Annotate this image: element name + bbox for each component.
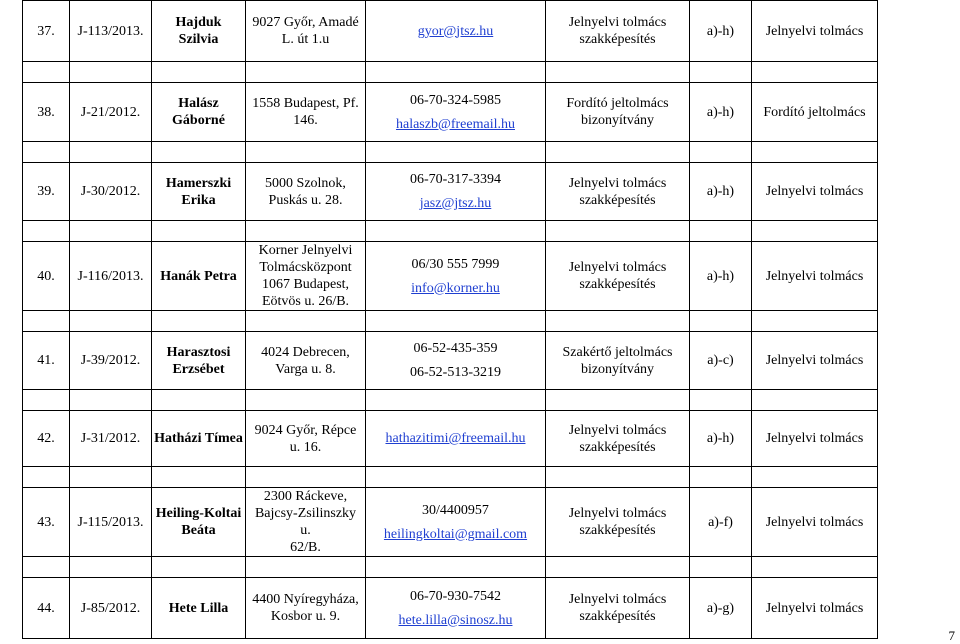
gap-cell	[70, 311, 152, 332]
row-number: 44.	[23, 578, 70, 639]
qualification-line: szakképesítés	[579, 277, 656, 292]
name-line: Hatházi Tímea	[154, 431, 243, 446]
gap-cell	[70, 142, 152, 163]
interpreter-name	[152, 332, 246, 390]
interpreter-name	[152, 578, 246, 639]
scope: a)-h)	[690, 83, 752, 142]
gap-cell	[70, 557, 152, 578]
row-number: 37.	[23, 1, 70, 62]
contact	[366, 1, 546, 62]
address-line: Varga u. 8.	[275, 361, 336, 377]
gap-cell	[546, 557, 690, 578]
gap-cell	[70, 221, 152, 242]
gap-cell	[366, 221, 546, 242]
row-number: 41.	[23, 332, 70, 390]
gap-cell	[546, 311, 690, 332]
qualification	[546, 1, 690, 62]
qualification-line: Jelnyelvi tolmács	[568, 422, 667, 438]
gap-cell	[23, 311, 70, 332]
table-row	[23, 332, 878, 390]
scope: a)-g)	[690, 578, 752, 639]
interpreter-name	[152, 83, 246, 142]
registration-id: J-21/2012.	[70, 83, 152, 142]
contact	[366, 83, 546, 142]
qualification	[546, 578, 690, 639]
gap-cell	[690, 467, 752, 488]
interpreter-type: Jelnyelvi tolmács	[752, 411, 878, 467]
gap-cell	[752, 467, 878, 488]
contact	[366, 488, 546, 557]
address-line: 146.	[293, 113, 318, 128]
address-line: 9024 Győr, Répce	[254, 422, 357, 438]
phone-number: 06-52-513-3219	[410, 365, 501, 380]
gap-cell	[23, 221, 70, 242]
gap-cell	[366, 390, 546, 411]
scope: a)-h)	[690, 411, 752, 467]
gap-cell	[70, 62, 152, 83]
phone-number: 06-70-324-5985	[410, 92, 501, 108]
registration-id: J-116/2013.	[70, 242, 152, 311]
scope: a)-h)	[690, 1, 752, 62]
row-gap	[23, 142, 878, 163]
gap-cell	[246, 142, 366, 163]
row-gap	[23, 221, 878, 242]
gap-cell	[152, 311, 246, 332]
interpreter-name	[152, 488, 246, 557]
address-line: Puskás u. 28.	[268, 192, 343, 208]
address-line: Korner Jelnyelvi	[258, 243, 353, 258]
row-number: 42.	[23, 411, 70, 467]
address-line: 5000 Szolnok,	[265, 175, 346, 191]
table-row	[23, 83, 878, 142]
interpreter-type: Jelnyelvi tolmács	[752, 332, 878, 390]
qualification-line: bizonyítvány	[580, 113, 655, 128]
gap-cell	[546, 142, 690, 163]
name-line: Erika	[181, 192, 216, 208]
email-link[interactable]: info@korner.hu	[411, 280, 500, 296]
gap-cell	[546, 467, 690, 488]
name-line: Hamerszki	[165, 175, 232, 191]
address	[246, 242, 366, 311]
gap-cell	[366, 62, 546, 83]
name-line: Hajduk Szilvia	[175, 15, 222, 47]
phone-number: 06/30 555 7999	[411, 256, 500, 272]
address-line: 1558 Budapest, Pf.	[252, 96, 359, 111]
qualification-line: szakképesítés	[579, 439, 656, 455]
table-row	[23, 411, 878, 467]
qualification-line: Fordító jeltolmács	[566, 96, 669, 111]
gap-cell	[23, 62, 70, 83]
gap-cell	[23, 390, 70, 411]
gap-cell	[752, 311, 878, 332]
address-line: Kosbor u. 9.	[270, 609, 341, 624]
registration-id: J-115/2013.	[70, 488, 152, 557]
gap-cell	[752, 62, 878, 83]
email-link[interactable]: hathazitimi@freemail.hu	[385, 431, 526, 446]
row-gap	[23, 311, 878, 332]
registration-id: J-39/2012.	[70, 332, 152, 390]
gap-cell	[152, 467, 246, 488]
gap-cell	[246, 557, 366, 578]
gap-cell	[246, 467, 366, 488]
registration-id: J-30/2012.	[70, 163, 152, 221]
gap-cell	[690, 311, 752, 332]
interpreter-name	[152, 163, 246, 221]
address	[246, 488, 366, 557]
qualification-line: Jelnyelvi tolmács	[568, 15, 667, 30]
gap-cell	[152, 142, 246, 163]
contact	[366, 242, 546, 311]
row-gap	[23, 467, 878, 488]
row-number: 43.	[23, 488, 70, 557]
name-line: Hete Lilla	[168, 600, 229, 616]
address-line: u. 16.	[289, 439, 322, 455]
gap-cell	[752, 221, 878, 242]
gap-cell	[690, 221, 752, 242]
gap-cell	[690, 62, 752, 83]
address-line: L. út 1.u	[281, 32, 330, 47]
qualification-line: bizonyítvány	[580, 361, 655, 377]
qualification	[546, 488, 690, 557]
address-line: Bajcsy-Zsilinszky u.	[254, 506, 357, 538]
gap-cell	[246, 62, 366, 83]
address	[246, 163, 366, 221]
address-line: 2300 Ráckeve,	[263, 489, 348, 504]
address-line: 9027 Győr, Amadé	[252, 15, 359, 30]
gap-cell	[246, 311, 366, 332]
gap-cell	[366, 311, 546, 332]
qualification	[546, 411, 690, 467]
gap-cell	[152, 62, 246, 83]
email-link[interactable]: heilingkoltai@gmail.com	[383, 526, 528, 542]
interpreter-name	[152, 1, 246, 62]
interpreter-type: Jelnyelvi tolmács	[752, 163, 878, 221]
qualification-line: szakképesítés	[579, 32, 656, 47]
qualification	[546, 242, 690, 311]
registration-id: J-113/2013.	[70, 1, 152, 62]
qualification-line: Jelnyelvi tolmács	[568, 506, 667, 521]
name-line: Beáta	[181, 523, 216, 538]
gap-cell	[752, 390, 878, 411]
phone-number: 06-70-930-7542	[410, 588, 501, 604]
address-line: 1067 Budapest,	[261, 277, 350, 292]
email-link[interactable]: jasz@jtsz.hu	[419, 196, 492, 211]
address	[246, 578, 366, 639]
contact	[366, 332, 546, 390]
row-number: 38.	[23, 83, 70, 142]
qualification-line: szakképesítés	[579, 192, 656, 208]
gap-cell	[752, 557, 878, 578]
gap-cell	[366, 142, 546, 163]
name-line: Hanák Petra	[160, 268, 237, 284]
qualification-line: szakképesítés	[579, 609, 656, 624]
name-line: Gáborné	[172, 113, 225, 128]
gap-cell	[366, 557, 546, 578]
contact	[366, 163, 546, 221]
name-line: Harasztosi	[166, 344, 231, 360]
gap-cell	[23, 467, 70, 488]
table-row	[23, 488, 878, 557]
email-link[interactable]: hete.lilla@sinosz.hu	[398, 612, 513, 628]
interpreter-type: Jelnyelvi tolmács	[752, 488, 878, 557]
row-gap	[23, 62, 878, 83]
row-gap	[23, 557, 878, 578]
table-row	[23, 163, 878, 221]
qualification-line: Jelnyelvi tolmács	[568, 260, 667, 275]
interpreter-type: Jelnyelvi tolmács	[752, 1, 878, 62]
row-gap	[23, 390, 878, 411]
gap-cell	[546, 221, 690, 242]
gap-cell	[366, 467, 546, 488]
row-number: 39.	[23, 163, 70, 221]
table-row	[23, 578, 878, 639]
scope: a)-c)	[690, 332, 752, 390]
gap-cell	[152, 390, 246, 411]
address-line: Tolmácsközpont	[259, 260, 352, 275]
qualification-line: Jelnyelvi tolmács	[568, 592, 667, 607]
address-line: Eötvös u. 26/B.	[261, 294, 350, 309]
gap-cell	[70, 467, 152, 488]
email-link[interactable]: gyor@jtsz.hu	[417, 23, 494, 39]
table-row	[23, 1, 878, 62]
registration-id: J-31/2012.	[70, 411, 152, 467]
gap-cell	[70, 390, 152, 411]
interpreter-name	[152, 411, 246, 467]
address-line: 4024 Debrecen,	[261, 344, 350, 360]
registry-table	[22, 0, 878, 639]
gap-cell	[246, 221, 366, 242]
address	[246, 1, 366, 62]
address-line: 4400 Nyíregyháza,	[252, 592, 359, 607]
contact	[366, 411, 546, 467]
interpreter-name	[152, 242, 246, 311]
gap-cell	[752, 142, 878, 163]
scope: a)-f)	[690, 488, 752, 557]
registration-id: J-85/2012.	[70, 578, 152, 639]
gap-cell	[546, 390, 690, 411]
qualification	[546, 332, 690, 390]
phone-number: 06-70-317-3394	[410, 172, 501, 187]
qualification-line: Szakértő jeltolmács	[562, 344, 673, 360]
gap-cell	[690, 142, 752, 163]
phone-number: 30/4400957	[422, 502, 489, 518]
gap-cell	[152, 221, 246, 242]
qualification-line: Jelnyelvi tolmács	[568, 175, 667, 191]
gap-cell	[246, 390, 366, 411]
interpreter-type: Jelnyelvi tolmács	[752, 578, 878, 639]
row-number: 40.	[23, 242, 70, 311]
qualification	[546, 83, 690, 142]
scope: a)-h)	[690, 163, 752, 221]
phone-number: 06-52-435-359	[413, 341, 498, 356]
interpreter-type: Jelnyelvi tolmács	[752, 242, 878, 311]
name-line: Erzsébet	[172, 361, 225, 377]
qualification-line: szakképesítés	[579, 523, 656, 538]
interpreter-type: Fordító jeltolmács	[752, 83, 878, 142]
gap-cell	[23, 557, 70, 578]
address	[246, 411, 366, 467]
name-line: Halász	[178, 96, 219, 111]
gap-cell	[690, 557, 752, 578]
scope: a)-h)	[690, 242, 752, 311]
contact	[366, 578, 546, 639]
table-row	[23, 242, 878, 311]
address	[246, 332, 366, 390]
address-line: 62/B.	[290, 540, 321, 555]
page-number: 7	[948, 628, 955, 643]
qualification	[546, 163, 690, 221]
gap-cell	[152, 557, 246, 578]
name-line: Heiling-Koltai	[155, 506, 242, 521]
gap-cell	[546, 62, 690, 83]
gap-cell	[690, 390, 752, 411]
address	[246, 83, 366, 142]
gap-cell	[23, 142, 70, 163]
email-link[interactable]: halaszb@freemail.hu	[395, 116, 515, 132]
